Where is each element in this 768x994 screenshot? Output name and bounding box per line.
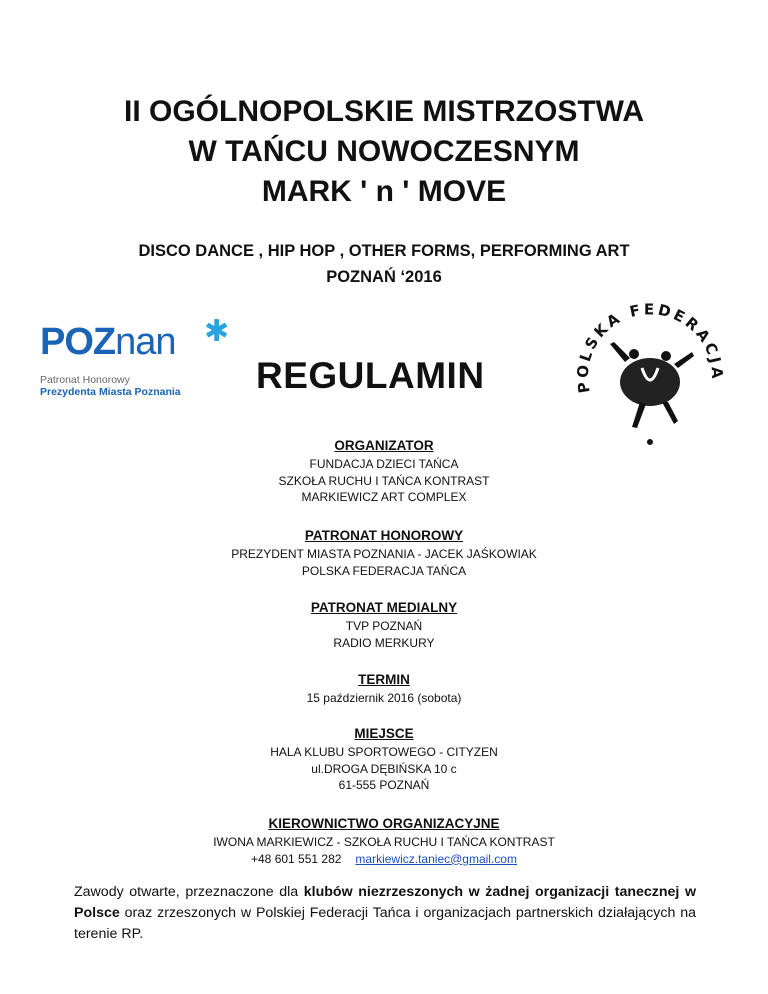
section-organizator [0,436,768,506]
section-line: 61-555 POZNAŃ [338,778,430,792]
section-title: ORGANIZATOR [334,438,434,453]
section-title: MIEJSCE [354,726,414,741]
section-line: ul.DROGA DĘBIŃSKA 10 c [311,761,457,776]
dance-federation-logo [570,302,730,452]
section-kierownictwo [0,814,768,867]
section-patronat-medialny [0,598,768,651]
document-heading: REGULAMIN [256,355,485,396]
section-line: POLSKA FEDERACJA TAŃCA [301,563,467,578]
section-line: PREZYDENT MIASTA POZNANIA - JACEK JAŚKOWIAK [231,547,537,561]
dancers-icon [610,342,694,428]
section-line: TVP POZNAŃ [345,619,423,633]
section-patronat-honorowy [0,526,768,579]
section-line: IWONA MARKIEWICZ - SZKOŁA RUCHU I TAŃCA KONTRAST [213,835,555,849]
section-title: PATRONAT MEDIALNY [310,600,458,615]
section-line: SZKOŁA RUCHU I TAŃCA KONTRAST [278,473,490,488]
asterisk-icon: ✱ [204,315,230,348]
email-link[interactable]: markiewicz.taniec@gmail.com [355,851,517,866]
poznan-logo-line2: Prezydenta Miasta Poznania [40,386,181,398]
paragraph-emphasis: klubów niezrzeszonych w żadnej organizacji tanecznej w Polsce [74,884,696,921]
subtitle-line: DISCO DANCE , HIP HOP , OTHER FORMS, PERFORMING ART [138,242,630,260]
section-line: RADIO MERKURY [333,635,435,650]
section-title: PATRONAT HONOROWY [304,528,464,543]
section-line: HALA KLUBU SPORTOWEGO - CITYZEN [270,745,498,759]
section-line: MARKIEWICZ ART COMPLEX [301,490,467,504]
section-line: FUNDACJA DZIECI TAŃCA [309,457,459,471]
poznan-logo [40,315,260,398]
section-title: TERMIN [358,672,410,687]
poznan-logo-line1: Patronat Honorowy [40,374,130,386]
section-miejsce [0,724,768,794]
logo-arc-text: POLSKA FEDERACJA [573,302,727,395]
poznan-wordmark: POZnan [40,321,176,363]
title-line: W TAŃCU NOWOCZESNYM [188,135,580,168]
section-title: KIEROWNICTWO ORGANIZACYJNE [268,816,500,831]
section-termin [0,670,768,707]
contact-line [0,851,768,868]
title-line: II OGÓLNOPOLSKIE MISTRZOSTWA [123,95,644,128]
phone-number: +48 601 551 282 [251,851,342,866]
title-line: MARK ' n ' MOVE [261,175,507,208]
section-line: 15 październik 2016 (sobota) [306,691,462,705]
document-title [0,92,768,212]
document-subtitle [0,238,768,290]
subtitle-line: POZNAŃ ‘2016 [326,268,442,286]
intro-paragraph: Zawody otwarte, przeznaczone dla klubów niezrzeszonych w żadnej organizacji tanecznej w Polsce oraz zrzeszonych w Polskiej Federacji Tańca i organizacjach partnerskich działających na terenie RP. [74,884,696,942]
